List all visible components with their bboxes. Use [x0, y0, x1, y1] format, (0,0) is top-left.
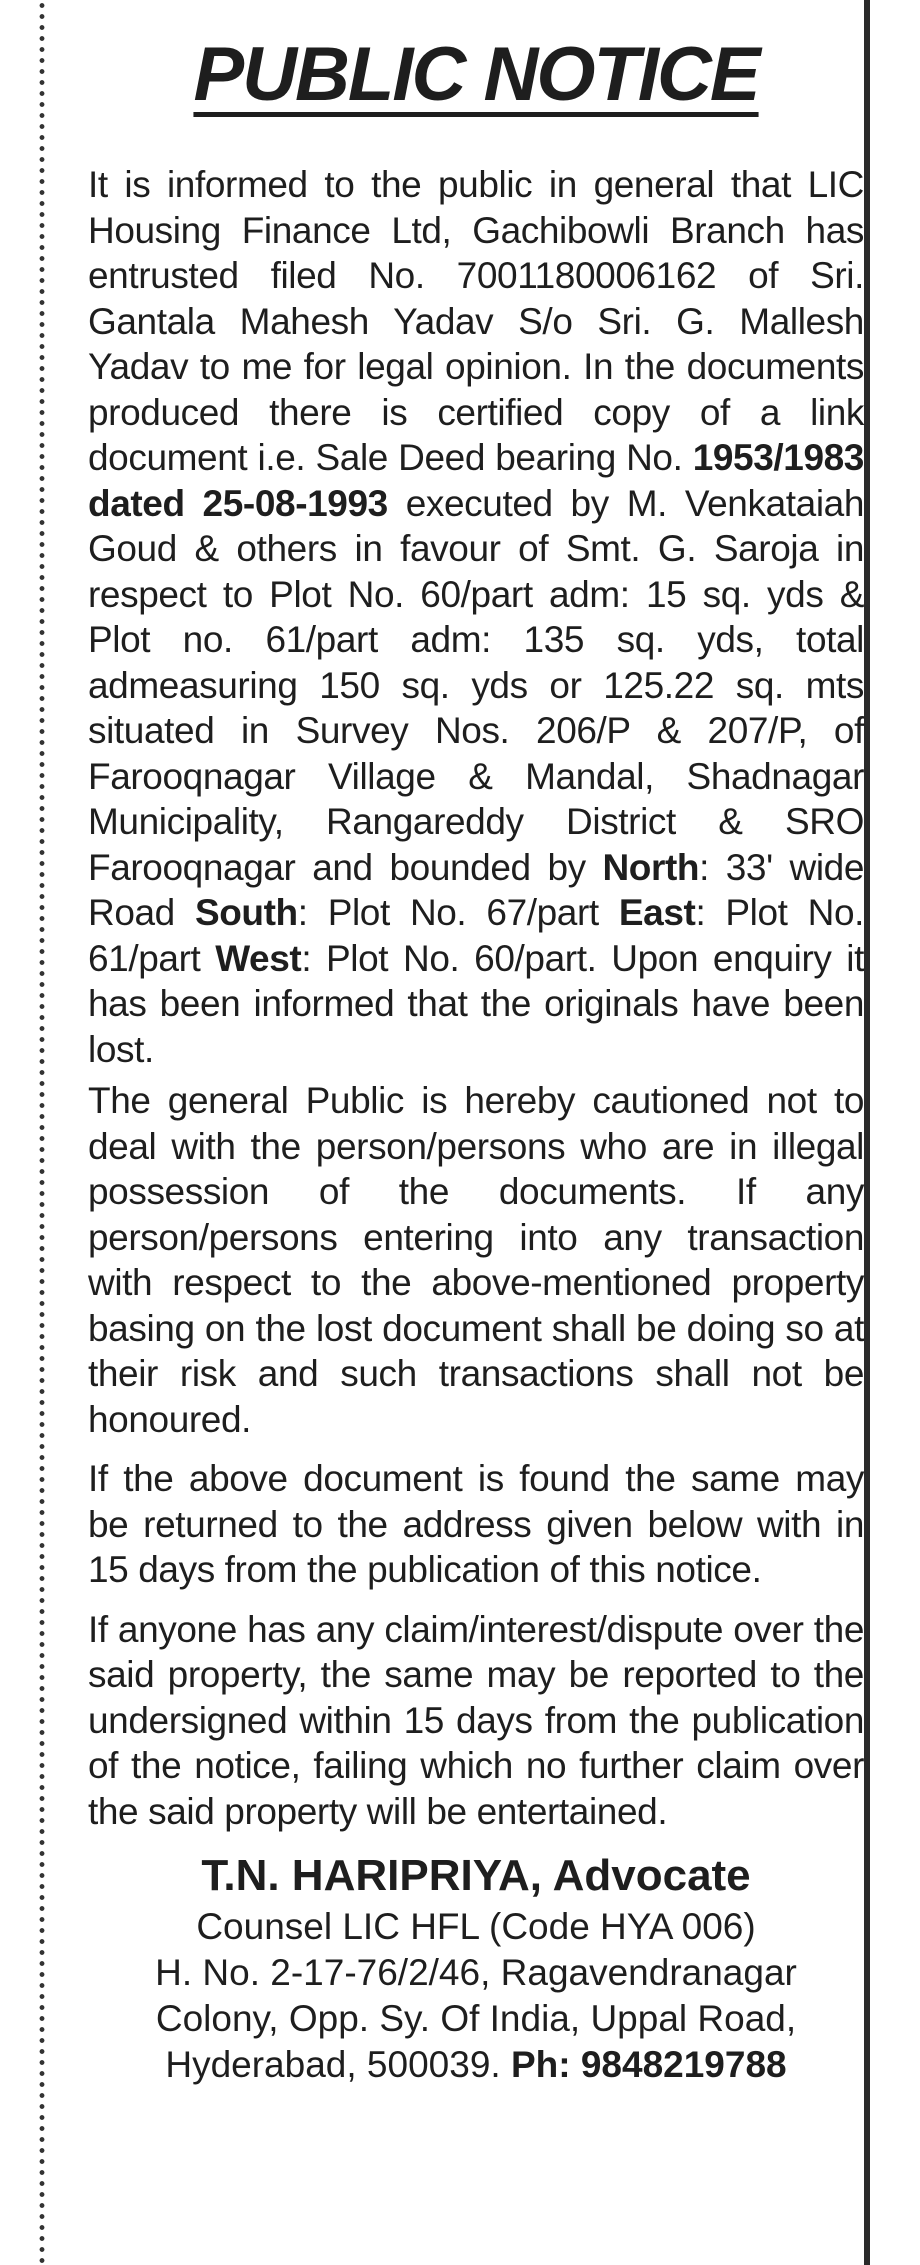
- east-label: East: [618, 892, 696, 933]
- counsel-role: Counsel LIC HFL (Code HYA 006): [196, 1906, 756, 1947]
- address-line-2: Colony, Opp. Sy. Of India, Uppal Road,: [155, 1998, 797, 2039]
- notice-title: PUBLIC NOTICE: [193, 32, 759, 117]
- north-boundary: : 33' wide Road: [88, 846, 864, 933]
- north-label: North: [602, 846, 700, 888]
- paragraph-1: [88, 162, 864, 1072]
- phone-label: Ph:: [510, 2044, 581, 2085]
- column-rule: [864, 0, 870, 2265]
- address-city: Hyderabad, 500039.: [165, 2044, 511, 2085]
- east-boundary: : Plot No. 61/part: [88, 892, 865, 979]
- address-line-3: [88, 2042, 864, 2088]
- dotted-border: [38, 0, 46, 2265]
- paragraph-1-intro: It is informed to the public in general that LIC Housing Finance Ltd, Gachibowli Branch has entrusted filed No. 7001180006162 of Sri. Gantala Mahesh Yadav S/o Sri. G. Mallesh Yadav to me for legal opinion. In the documents produced there is certified copy of a link document i.e. Sale Deed bearing No.: [88, 164, 864, 478]
- signature-block: [88, 1848, 864, 2088]
- advocate-name: T.N. HARIPRIYA, Advocate: [201, 1851, 751, 1900]
- west-boundary: : Plot No. 60/part. Upon enquiry it has been informed that the originals have been lost.: [88, 937, 864, 1070]
- paragraph-1-property: executed by M. Venkataiah Goud & others in favour of Smt. G. Saroja in respect to Plot No. 60/part adm: 15 sq. yds & Plot no. 61/part adm: 135 sq. yds, total admeasuring 150 sq. yds or 125.22 sq. mts situated in Survey Nos. 206/P & 207/P, of Farooqnagar Village & Mandal, Shadnagar Municipality, Rangareddy District & SRO Farooqnagar and bounded by: [88, 482, 864, 888]
- public-notice: [88, 34, 864, 2088]
- paragraph-2: The general Public is hereby cautioned not to deal with the person/persons who are in illegal possession of the documents. If any person/persons entering into any transaction with respect to the above-mentioned property basing on the lost document shall be doing so at their risk and such transactions shall not be honoured.: [88, 1080, 864, 1440]
- phone-number: 9848219788: [580, 2044, 787, 2085]
- paragraph-4: If anyone has any claim/interest/dispute over the said property, the same may be reported to the undersigned within 15 days from the publication of the notice, failing which no further claim over the said property will be entertained.: [88, 1608, 864, 1832]
- sale-deed-reference: 1953/1983 dated 25-08-1993: [88, 437, 864, 524]
- paragraph-3: If the above document is found the same may be returned to the address given below with in 15 days from the publication of this notice.: [88, 1458, 864, 1590]
- south-boundary: : Plot No. 67/part: [297, 892, 619, 933]
- address-line-1: H. No. 2-17-76/2/46, Ragavendranagar: [155, 1952, 797, 1993]
- west-label: West: [215, 937, 302, 979]
- south-label: South: [194, 892, 298, 933]
